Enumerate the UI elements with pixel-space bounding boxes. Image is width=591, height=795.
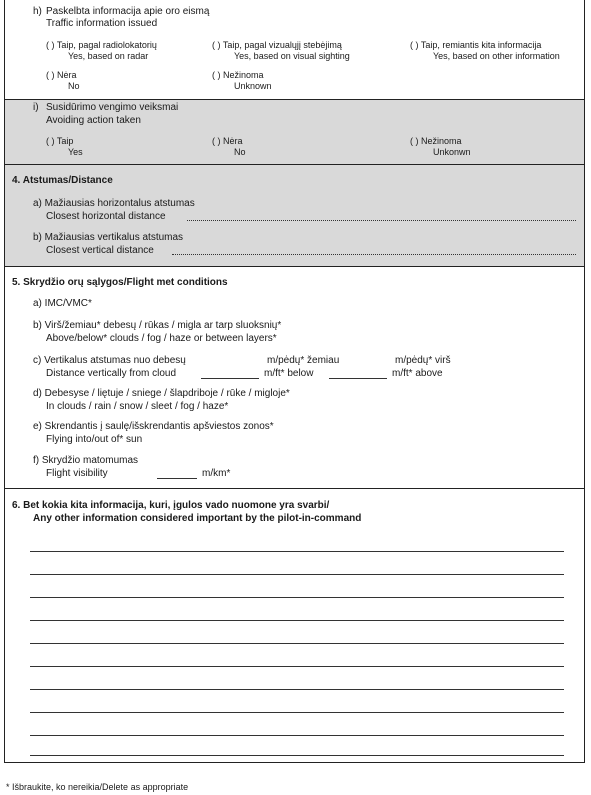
item-marker: i) (33, 102, 39, 113)
visibility-field[interactable] (157, 478, 197, 479)
section-6-heading-en: Any other information considered important by the pilot-in-command (33, 513, 362, 524)
divider (5, 99, 584, 100)
i-option-no[interactable]: ( ) Nėra (212, 136, 243, 146)
h-option-other[interactable]: ( ) Taip, remiantis kita informacija (410, 40, 542, 50)
item-marker: h) (33, 6, 42, 17)
writing-line[interactable] (30, 666, 564, 667)
h-option-radar-en: Yes, based on radar (68, 51, 149, 61)
s5-e-en: Flying into/out of* sun (46, 434, 143, 445)
s5-c-unit1-lt: m/pėdų* žemiau (267, 355, 340, 366)
s4-a-lt: a) Mažiausias horizontalus atstumas (33, 198, 195, 209)
writing-line[interactable] (30, 574, 564, 575)
writing-line[interactable] (30, 755, 564, 756)
h-option-unknown-en: Unknown (234, 81, 272, 91)
h-option-radar[interactable]: ( ) Taip, pagal radiolokatorių (46, 40, 157, 50)
writing-line[interactable] (30, 712, 564, 713)
h-option-unknown[interactable]: ( ) Nežinoma (212, 70, 264, 80)
i-option-yes-en: Yes (68, 147, 83, 157)
s4-b-en: Closest vertical distance (46, 245, 154, 256)
h-option-visual[interactable]: ( ) Taip, pagal vizualųjį stebėjimą (212, 40, 342, 50)
writing-line[interactable] (30, 643, 564, 644)
i-title-en: Avoiding action taken (46, 115, 141, 126)
s5-c-unit2-en: m/ft* above (392, 368, 443, 379)
i-option-no-en: No (234, 147, 246, 157)
s5-b-lt: b) Virš/žemiau* debesų / rūkas / migla ar tarp sluoksnių* (33, 320, 282, 331)
divider (5, 266, 584, 267)
horizontal-distance-field[interactable] (187, 220, 576, 221)
s4-a-en: Closest horizontal distance (46, 211, 166, 222)
i-option-unknown[interactable]: ( ) Nežinoma (410, 136, 462, 146)
s4-b-lt: b) Mažiausias vertikalus atstumas (33, 232, 184, 243)
s5-f-unit: m/km* (202, 468, 231, 479)
i-option-unknown-en: Unkonwn (433, 147, 471, 157)
s5-e-lt: e) Skrendantis į saulę/išskrendantis apšviestos zonos* (33, 421, 274, 432)
section-4-heading: 4. Atstumas/Distance (12, 175, 113, 186)
footnote: * Išbraukite, ko nereikia/Delete as appropriate (6, 782, 189, 792)
writing-line[interactable] (30, 620, 564, 621)
writing-line[interactable] (30, 551, 564, 552)
i-title-lt: Susidūrimo vengimo veiksmai (46, 102, 179, 113)
divider (5, 164, 584, 165)
cloud-below-field[interactable] (201, 378, 259, 379)
h-option-no-en: No (68, 81, 80, 91)
s5-c-unit1-en: m/ft* below (264, 368, 314, 379)
section-6-heading-lt: 6. Bet kokia kita informacija, kuri, įgulos vado nuomone yra svarbi/ (12, 500, 330, 511)
s5-f-en: Flight visibility (46, 468, 108, 479)
h-title-en: Traffic information issued (46, 18, 158, 29)
s5-b-en: Above/below* clouds / fog / haze or between layers* (46, 333, 277, 344)
h-title-lt: Paskelbta informacija apie oro eismą (46, 6, 210, 17)
s5-f-lt: f) Skrydžio matomumas (33, 455, 139, 466)
s5-c-lt: c) Vertikalus atstumas nuo debesų (33, 355, 186, 366)
s5-c-unit2-lt: m/pėdų* virš (395, 355, 451, 366)
s5-c-en: Distance vertically from cloud (46, 368, 177, 379)
writing-line[interactable] (30, 689, 564, 690)
s5-d-lt: d) Debesyse / liętuje / sniege / šlapdriboje / rūke / migloje* (33, 388, 290, 399)
h-option-visual-en: Yes, based on visual sighting (234, 51, 350, 61)
s5-a: a) IMC/VMC* (33, 298, 92, 309)
vertical-distance-field[interactable] (172, 254, 576, 255)
cloud-above-field[interactable] (329, 378, 387, 379)
writing-line[interactable] (30, 597, 564, 598)
s5-d-en: In clouds / rain / snow / sleet / fog / haze* (46, 401, 229, 412)
divider (5, 488, 584, 489)
i-option-yes[interactable]: ( ) Taip (46, 136, 74, 146)
h-option-no[interactable]: ( ) Nėra (46, 70, 77, 80)
writing-line[interactable] (30, 735, 564, 736)
section-5-heading: 5. Skrydžio orų sąlygos/Flight met conditions (12, 277, 228, 288)
h-option-other-en: Yes, based on other information (433, 51, 560, 61)
